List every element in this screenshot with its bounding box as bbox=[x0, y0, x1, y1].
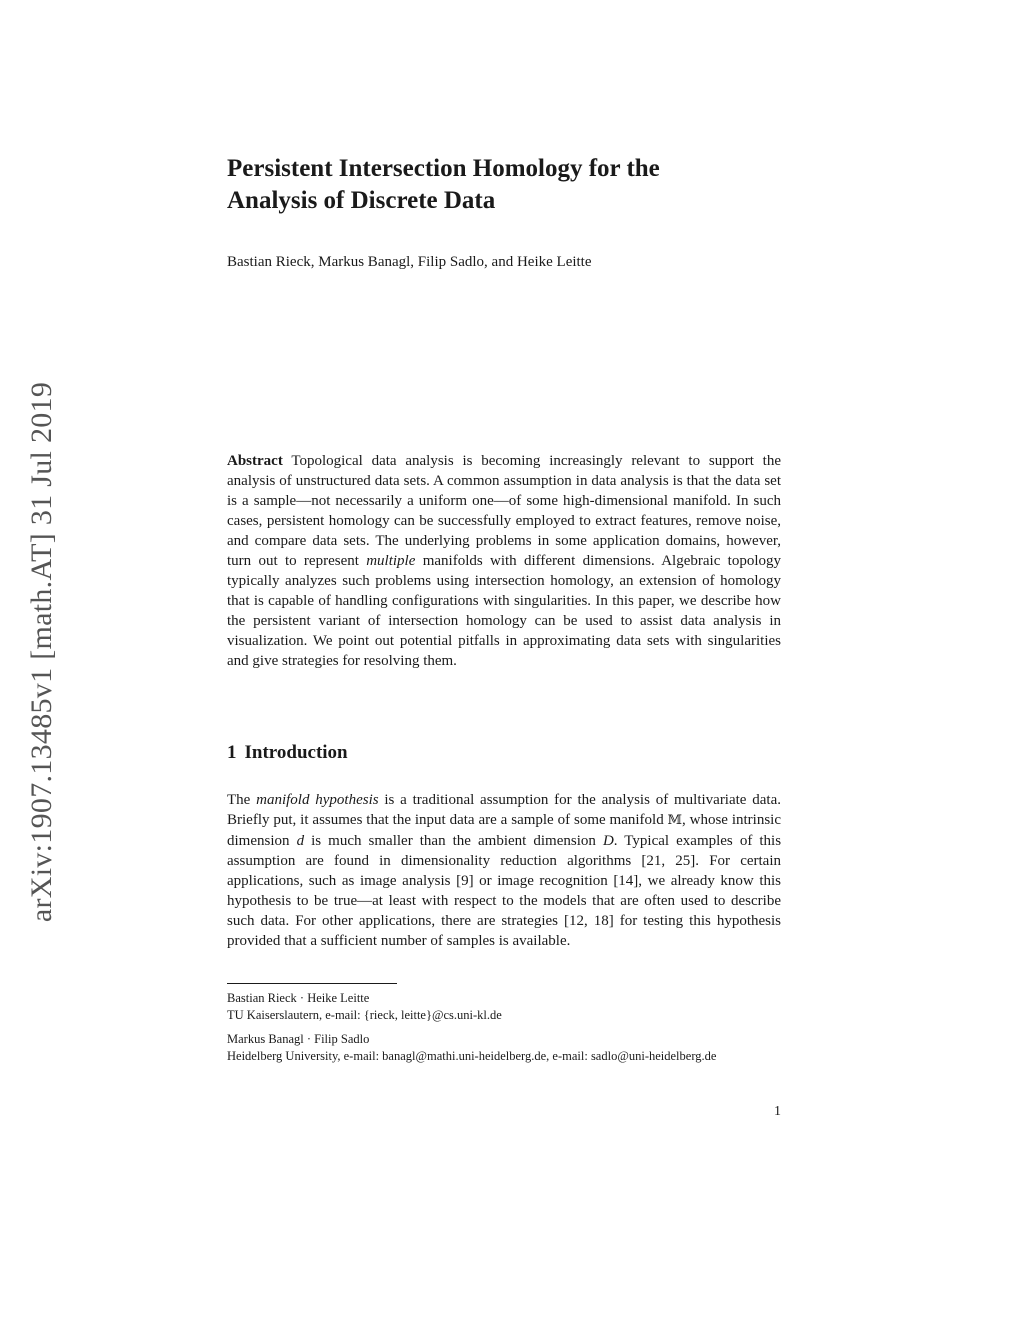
intro-text-2: is a traditional assumption for the analysis of multivariate data. Briefly put, it assumes that the input data are a sample of some manifold bbox=[227, 792, 781, 828]
footnote-names-1: Bastian Rieck · Heike Leitte bbox=[227, 991, 370, 1005]
paper-title-line-1: Persistent Intersection Homology for the bbox=[227, 155, 660, 182]
arxiv-identifier-stamp: arXiv:1907.13485v1 [math.AT] 31 Jul 2019 bbox=[25, 381, 58, 923]
footnote-affiliation-1: TU Kaiserslautern, e-mail: {rieck, leitte}@cs.uni-kl.de bbox=[227, 1008, 502, 1022]
footnote-group-kaiserslautern bbox=[227, 990, 781, 1024]
abstract-text-part-1: Topological data analysis is becoming increasingly relevant to support the analysis of unstructured data sets. A common assumption in data analysis is that the data set is a sample—not necessarily a uniform one—of some high-dimensional manifold. In such cases, persistent homology can be successfully employed to extract features, remove noise, and compare data sets. The underlying problems in some application domains, however, turn out to represent bbox=[227, 453, 781, 569]
manifold-hypothesis-term: manifold hypothesis bbox=[256, 792, 379, 808]
paper-title bbox=[227, 153, 781, 217]
footnote-group-heidelberg bbox=[227, 1031, 781, 1065]
section-heading-introduction bbox=[227, 741, 781, 765]
author-list: Bastian Rieck, Markus Banagl, Filip Sadlo, and Heike Leitte bbox=[227, 254, 592, 270]
intro-text-3: , whose intrinsic dimension bbox=[227, 812, 781, 849]
footnote-affiliation-2: Heidelberg University, e-mail: banagl@mathi.uni-heidelberg.de, e-mail: sadlo@uni-heidelberg.de bbox=[227, 1049, 717, 1063]
intro-text-5: . Typical examples of this assumption are found in dimensionality reduction algorithms [21, 25]. For certain applications, such as image analysis [9] or image recognition [14], we already know this hypothesis to be true—at least with respect to the models that are often used to describe such data. For other applications, there are strategies [12, 18] for testing this hypothesis provided that a sufficient number of samples is available. bbox=[227, 833, 782, 949]
intro-text-4: is much smaller than the ambient dimension bbox=[311, 833, 596, 849]
footnote-divider bbox=[227, 983, 397, 984]
section-number: 1 bbox=[227, 742, 237, 763]
manifold-symbol: 𝕄 bbox=[667, 813, 682, 828]
page-number: 1 bbox=[774, 1104, 781, 1119]
abstract bbox=[227, 451, 781, 671]
abstract-emphasis: multiple bbox=[366, 553, 416, 569]
abstract-text-part-2: manifolds with different dimensions. Algebraic topology typically analyzes such problems using intersection homology, an extension of homology that is capable of handling configurations with singularities. In this paper, we describe how the persistent variant of intersection homology can be used to assist data analysis in visualization. We point out potential pitfalls in approximating data sets with singularities and give strategies for resolving them. bbox=[227, 553, 782, 669]
author-footnotes bbox=[227, 990, 781, 1072]
footnote-names-2: Markus Banagl · Filip Sadlo bbox=[227, 1032, 370, 1046]
section-title: Introduction bbox=[244, 742, 348, 763]
abstract-label: Abstract bbox=[227, 453, 283, 469]
introduction-paragraph bbox=[227, 790, 781, 951]
paper-title-line-2: Analysis of Discrete Data bbox=[227, 187, 496, 214]
intro-text-1: The bbox=[227, 792, 251, 808]
ambient-dimension-variable: D bbox=[602, 833, 614, 849]
intrinsic-dimension-variable: d bbox=[296, 833, 305, 849]
